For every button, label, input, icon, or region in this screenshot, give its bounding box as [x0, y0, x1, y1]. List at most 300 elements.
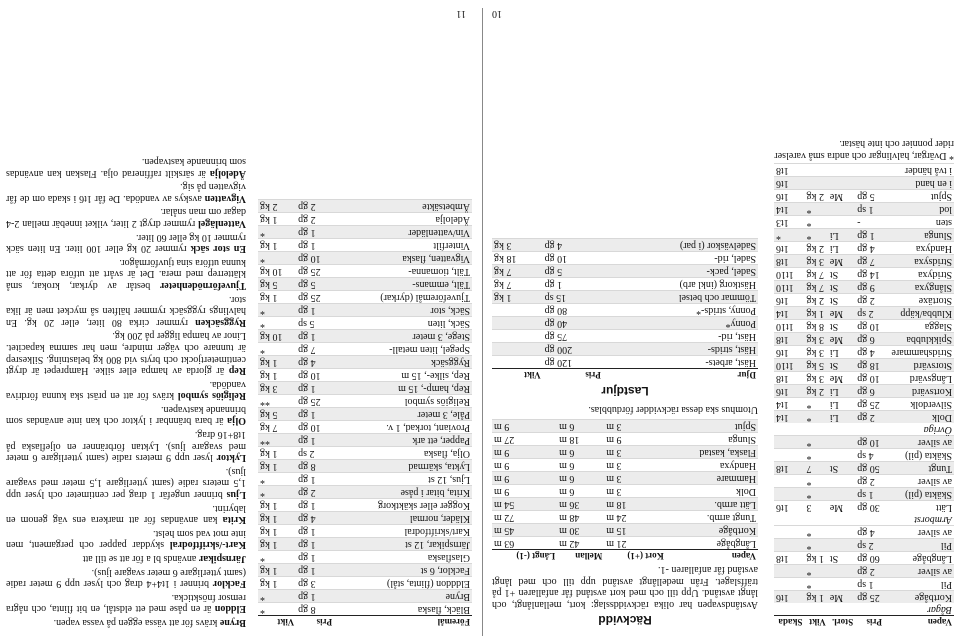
table-cell: * [804, 475, 827, 488]
description-text: består av dyrkar, krokar, små klätterrep med mera. Det är svårt att utföra detta för att kunna utföra sina tjuvförmågor. [6, 256, 246, 291]
weapons-footnote: * Dvärgar, halvlingar och andra små varelser rider ponnier och inte hästar. [774, 138, 954, 161]
page-number-right: 11 [456, 8, 466, 19]
table-cell: * [804, 565, 827, 578]
table-cell: av silver [884, 475, 954, 488]
weapon-category [774, 603, 954, 616]
table-cell: 4 gp [543, 239, 603, 252]
table-cell: Hästkorg (inkl arb) [603, 278, 758, 291]
description-term: Kart-/skriftfodral [169, 539, 246, 551]
table-cell: Ryggsäck [334, 356, 472, 369]
table-cell: 30 m [557, 523, 604, 536]
table-cell [774, 436, 804, 449]
table-row [774, 255, 954, 268]
table-row [258, 226, 472, 239]
table-row [492, 445, 758, 458]
table-cell: 1 gp [296, 551, 334, 564]
table-cell: Långbåge [884, 552, 954, 565]
item-description [6, 465, 246, 500]
table-cell: Li [828, 411, 855, 424]
table-cell: 25 gp [296, 265, 334, 278]
column-header: Kort (+1) [604, 549, 665, 562]
table-cell: 1 kg [804, 552, 827, 565]
table-cell: 1t6 [774, 177, 804, 190]
column-header: Vikt [258, 616, 296, 629]
table-row [774, 177, 954, 190]
item-description [6, 181, 246, 204]
table-row [492, 432, 758, 445]
table-cell: 10 kg [258, 330, 296, 343]
description-term: Krita [222, 514, 246, 526]
table-cell: Slunga [666, 432, 758, 445]
table-row [492, 497, 758, 510]
table-cell: * [804, 398, 827, 411]
table-cell: 50 gp [855, 462, 884, 475]
table-row [774, 436, 954, 449]
table-cell: Skäkta (pil) [884, 449, 954, 462]
table-row [492, 356, 758, 369]
table-cell: 25 gp [855, 591, 884, 604]
table-cell [828, 436, 855, 449]
table-cell: Järnspikar, 12 st [334, 538, 472, 551]
table-cell: 9 m [492, 419, 557, 432]
table-cell: St [828, 281, 855, 294]
table-cell: 1 sp [855, 578, 884, 591]
item-descriptions [6, 153, 246, 628]
table-row [492, 239, 758, 252]
table-cell: Kortbåge [666, 523, 758, 536]
description-term: Lyktor [216, 452, 246, 464]
item-description [6, 378, 246, 401]
table-cell: 3 kg [804, 255, 827, 268]
description-text: kan användas för att markera ens väg genom en labyrint. [6, 502, 246, 526]
table-cell: St [828, 462, 855, 475]
table-cell: Säck, stor [334, 304, 472, 317]
table-row [774, 346, 954, 359]
table-cell: 45 m [492, 523, 557, 536]
table-cell [804, 603, 827, 616]
table-cell [828, 488, 855, 501]
table-cell: 3 m [604, 419, 665, 432]
table-cell: 1 gp [296, 473, 334, 486]
table-cell: Stridshammare [884, 346, 954, 359]
table-cell [774, 449, 804, 462]
table-row [258, 369, 472, 382]
table-cell [828, 164, 855, 177]
table-cell: * [804, 216, 827, 229]
table-cell: Li [828, 346, 855, 359]
table-cell: 72 m [492, 510, 557, 523]
table-cell [828, 216, 855, 229]
table-cell [774, 526, 804, 539]
item-description [6, 527, 246, 550]
table-cell: Stege, 3 meter [334, 330, 472, 343]
table-cell: 10 gp [296, 369, 334, 382]
table-cell: Ponny* [603, 317, 758, 330]
table-cell: 1 gp [855, 229, 884, 242]
table-cell: 2 kg [804, 242, 827, 255]
table-cell [492, 356, 543, 369]
cargo-title: Lastdjur [601, 384, 649, 399]
description-text: är bara brännbar i lyktor och kan inte användas som brinnande kastvapen. [6, 403, 246, 427]
table-cell: Vinterfilt [334, 239, 472, 252]
description-text: krävs för att vässa eggen på vassa vapen. [53, 617, 220, 628]
table-row [258, 590, 472, 603]
table-cell: Armborst [914, 514, 952, 525]
table-cell: 1 kg [804, 591, 827, 604]
table-row [774, 449, 954, 462]
description-text: brinner ungefär 1 drag per centimeter och lyser upp 1,5 meters radie (samt ytterligare 1,5 meter med svagare ljus). [6, 465, 246, 501]
table-cell: Slunga [884, 229, 954, 242]
table-row [774, 294, 954, 307]
table-cell: 9 m [492, 484, 557, 497]
table-cell [828, 203, 855, 216]
table-cell: 3 kg [804, 346, 827, 359]
table-cell: 9 m [492, 471, 557, 484]
table-cell: Långbåge [666, 536, 758, 549]
table-cell: Tungt [884, 462, 954, 475]
table-cell: 10 gp [855, 320, 884, 333]
table-cell: * [804, 488, 827, 501]
column-header: Vapen [884, 616, 954, 629]
table-cell: Kart/skriftfodral [334, 525, 472, 538]
table-cell [774, 423, 804, 436]
table-cell: 9 m [604, 432, 665, 445]
table-cell: Hammare [666, 471, 758, 484]
table-cell: 1t6 [774, 242, 804, 255]
table-cell: Religiös symbol [334, 395, 472, 408]
table-row [774, 385, 954, 398]
table-cell [774, 513, 804, 526]
table-cell: Bläck, flaska [334, 603, 472, 616]
table-cell: Tungt armb. [666, 510, 758, 523]
column-header: Mellan [557, 549, 604, 562]
table-cell: 4 gp [296, 512, 334, 525]
table-cell: 5 kg [258, 278, 296, 291]
weapons-table [774, 163, 954, 628]
table-cell: av silver [884, 436, 954, 449]
table-cell: 24 m [604, 510, 665, 523]
table-cell: 6 gp [855, 333, 884, 346]
table-cell: av silver [884, 565, 954, 578]
table-cell: ** [258, 434, 296, 447]
table-row [492, 317, 758, 330]
table-cell: 2 kg [804, 190, 827, 203]
table-cell: 5 gp [855, 190, 884, 203]
table-cell: 1t6 [774, 385, 804, 398]
description-text: brinner i 1t4+4 drag och lyser upp 9 meter radie (samt ytterligare 6 meter svagare ljus). [6, 566, 246, 590]
table-cell: Övriga [923, 424, 952, 435]
table-cell: 6 m [557, 471, 604, 484]
table-cell: 80 gp [543, 304, 603, 317]
item-description [6, 206, 246, 229]
table-row [258, 356, 472, 369]
table-cell: Spjut [666, 419, 758, 432]
table-cell: 1 sp [855, 203, 884, 216]
table-cell: 8 kg [804, 320, 827, 333]
table-cell [492, 304, 543, 317]
table-cell [804, 164, 827, 177]
table-cell: 7 gp [855, 255, 884, 268]
column-header: Pris [296, 616, 334, 629]
table-row [258, 395, 472, 408]
table-cell: 1t8 [774, 462, 804, 475]
table-row [258, 239, 472, 252]
table-cell: 1t3 [774, 216, 804, 229]
table-row [774, 229, 954, 242]
table-cell: Pil [884, 578, 954, 591]
table-cell: 1 kg [258, 538, 296, 551]
table-cell: Slagga [884, 320, 954, 333]
table-cell: * [804, 449, 827, 462]
table-row [258, 577, 472, 590]
description-term: Bryne [219, 617, 246, 628]
table-cell [828, 578, 855, 591]
table-cell: Handyxa [884, 242, 954, 255]
table-cell: 18 m [557, 432, 604, 445]
table-row [774, 411, 954, 424]
table-cell: 3 [804, 501, 827, 514]
table-cell [828, 603, 855, 616]
table-cell: 4 gp [855, 346, 884, 359]
table-cell: 1t6 [774, 346, 804, 359]
table-cell: 1t4 [774, 203, 804, 216]
description-term: Elddon [214, 603, 246, 615]
table-cell: 1 kg [492, 291, 543, 304]
table-cell: Brynе [334, 590, 472, 603]
description-term: Facklor [212, 578, 246, 590]
table-cell: av silver [884, 526, 954, 539]
table-row [774, 359, 954, 372]
table-cell: 48 m [557, 510, 604, 523]
table-cell: 1t8 [774, 333, 804, 346]
table-cell: Storsvärd [884, 359, 954, 372]
table-cell: Li [828, 229, 855, 242]
items-table [258, 199, 472, 628]
table-cell: Eldddon (flinta, stål) [334, 577, 472, 590]
table-cell: 4 gp [296, 356, 334, 369]
table-cell: Långsvärd [884, 372, 954, 385]
table-row [492, 291, 758, 304]
table-cell: Vin/vattenläder [334, 226, 472, 239]
table-cell: Bågar [927, 604, 952, 615]
table-cell [492, 317, 543, 330]
item-description [6, 231, 246, 254]
table-cell: Ljus, 12 st [334, 473, 472, 486]
description-text: rymmer cirka 80 liter, eller 20 kg. En halvlings ryggsäck rymmer hälften så mycket men är lika stor. [6, 293, 246, 328]
table-row [774, 281, 954, 294]
table-cell: 1t10 [774, 359, 804, 372]
table-row [258, 304, 472, 317]
weapon-category [774, 513, 954, 526]
table-cell: Spjut [884, 190, 954, 203]
description-text: lyser upp 9 meters radie (samt ytterligare 6 meter med svagare ljus). Lyktan förbrännеr en oljeflaska på 1t8+16 drag. [6, 429, 246, 464]
table-cell: 7 gp [296, 343, 334, 356]
description-term: Ädelolja [209, 167, 246, 179]
table-cell: Spegel, liten metall- [334, 343, 472, 356]
range-title: Räckvidd [598, 613, 652, 627]
page-right [4, 8, 472, 634]
table-cell: 40 gp [543, 317, 603, 330]
table-cell: 1 gp [296, 564, 334, 577]
description-term: Rep [228, 365, 246, 377]
range-note: Utomhus ska dessa räckvidder fördubblas. [588, 403, 758, 415]
table-row [774, 591, 954, 604]
table-cell: 15 m [604, 523, 665, 536]
table-cell: 63 m [492, 536, 557, 549]
table-row [774, 216, 954, 229]
table-cell: * [258, 551, 296, 564]
table-cell: 10 gp [855, 372, 884, 385]
table-row [258, 265, 472, 278]
table-cell: 1 kg [258, 239, 296, 252]
table-cell: Silverdolk [884, 398, 954, 411]
column-header: Pris [543, 369, 603, 382]
table-cell: 3 gp [296, 577, 334, 590]
table-row [258, 317, 472, 330]
table-cell: Häst, arbets- [603, 356, 758, 369]
table-cell: 15 sp [543, 291, 603, 304]
table-cell: 1t4 [774, 398, 804, 411]
table-cell: 27 m [492, 432, 557, 445]
range-intro: Avståndsvapen har olika räckviddsslag: kort, mellanlångt, och långt avstånd. Upp till och med kort avstånd får anfallaren +1 på träffslaget. Från medellångt avstånd upp till och med långt avstånd får anfallaren -1. [492, 564, 758, 610]
table-cell: 18 gp [855, 359, 884, 372]
table-cell: 1 kg [258, 512, 296, 525]
table-row [774, 501, 954, 514]
table-cell: * [804, 578, 827, 591]
table-row [258, 525, 472, 538]
item-description [6, 330, 246, 376]
description-term: Vigvatten [204, 192, 246, 204]
table-cell: sten [884, 216, 954, 229]
table-cell: 1 gp [296, 525, 334, 538]
table-cell: 9 m [492, 445, 557, 458]
table-row [492, 523, 758, 536]
table-cell: 1 kg [258, 460, 296, 473]
table-row [492, 419, 758, 432]
table-cell: Ädelolja [334, 213, 472, 226]
table-cell: 1 gp [296, 538, 334, 551]
table-cell: 18 kg [492, 252, 543, 265]
table-cell [774, 603, 804, 616]
table-cell [804, 423, 827, 436]
table-cell: Ponny, strids-* [603, 304, 758, 317]
table-row [258, 499, 472, 512]
column-header: Pris [855, 616, 884, 629]
table-cell: 2 sp [855, 307, 884, 320]
table-cell: 3 m [604, 458, 665, 471]
item-description [6, 502, 246, 525]
table-cell: * [804, 411, 827, 424]
column-header: Djur [603, 369, 758, 382]
table-cell: Spikklubba [884, 333, 954, 346]
description-text: är gjorda av hampa eller silke. Hamprepet är drygt centimetertjockt och bryts vid 800 kg belastning. Silkesrep är tunnare och väger mindre, men har samma kapacitet. Linor av hampa ligger på 200 kg. [6, 330, 246, 377]
table-row [492, 265, 758, 278]
table-cell: 3 kg [804, 372, 827, 385]
table-cell: 1 gp [296, 226, 334, 239]
table-cell [828, 526, 855, 539]
table-row [774, 578, 954, 591]
table-cell [774, 475, 804, 488]
table-cell: 1 kg [258, 369, 296, 382]
table-cell: 1t4 [774, 411, 804, 424]
table-cell: 1 gp [296, 239, 334, 252]
table-cell: Slångyxa [884, 281, 954, 294]
table-cell: 3 m [604, 484, 665, 497]
table-cell: 5 kg [258, 408, 296, 421]
table-cell: Papper, ett ark [334, 434, 472, 447]
table-cell: 5 kg [804, 359, 827, 372]
table-cell: Facklor, 6 st [334, 564, 472, 577]
table-cell: St [828, 552, 855, 565]
table-row [258, 213, 472, 226]
table-cell: i två händer [884, 164, 954, 177]
table-row [258, 538, 472, 551]
table-cell: * [804, 526, 827, 539]
table-cell: * [804, 229, 827, 242]
table-cell: 10 kg [258, 265, 296, 278]
description-text: rymmer 20 kg eller 100 liter. En liten säck rymmer 10 kg eller 60 liter. [5, 231, 246, 255]
table-cell [855, 177, 884, 190]
table-row [774, 203, 954, 216]
table-cell: * [258, 317, 296, 330]
table-cell: 1 gp [296, 382, 334, 395]
table-cell: Lykta, skärmad [334, 460, 472, 473]
table-cell: 4 gp [855, 242, 884, 255]
table-row [258, 330, 472, 343]
table-cell: 1 gp [296, 590, 334, 603]
column-header: Föremål [334, 616, 472, 629]
table-cell: - [855, 216, 884, 229]
table-cell: 2 sp [855, 539, 884, 552]
table-row [258, 252, 472, 265]
table-cell [774, 539, 804, 552]
table-row [492, 304, 758, 317]
table-cell: 2 gp [296, 213, 334, 226]
cargo-table [492, 238, 758, 381]
table-row [258, 408, 472, 421]
table-cell: 1 sp [855, 488, 884, 501]
table-row [492, 330, 758, 343]
table-row [258, 291, 472, 304]
table-row [492, 278, 758, 291]
table-cell: Lätt armb. [666, 497, 758, 510]
table-cell: Kogger eller skäktkorg [334, 499, 472, 512]
table-cell: 1t6 [774, 501, 804, 514]
table-cell [492, 330, 543, 343]
table-row [774, 462, 954, 475]
table-row [774, 565, 954, 578]
table-cell: Me [828, 372, 855, 385]
table-cell: Flaska, kastad [666, 445, 758, 458]
table-cell: 10 gp [296, 421, 334, 434]
table-cell [828, 423, 855, 436]
table-row [492, 484, 758, 497]
table-cell: Kortbåge [884, 591, 954, 604]
table-cell: Kortsvärd [884, 385, 954, 398]
table-row [258, 447, 472, 460]
table-cell: 1 gp [296, 499, 334, 512]
table-cell [804, 513, 827, 526]
page-number-left: 10 [492, 8, 502, 19]
table-cell: ** [258, 395, 296, 408]
table-cell: 14 gp [855, 268, 884, 281]
table-cell: * [258, 590, 296, 603]
table-cell: Proviant, torkad, 1 v. [334, 421, 472, 434]
table-cell: 1 kg [258, 356, 296, 369]
table-row [492, 510, 758, 523]
table-cell: 1 kg [258, 525, 296, 538]
description-term: Vattenlägel [198, 218, 246, 229]
